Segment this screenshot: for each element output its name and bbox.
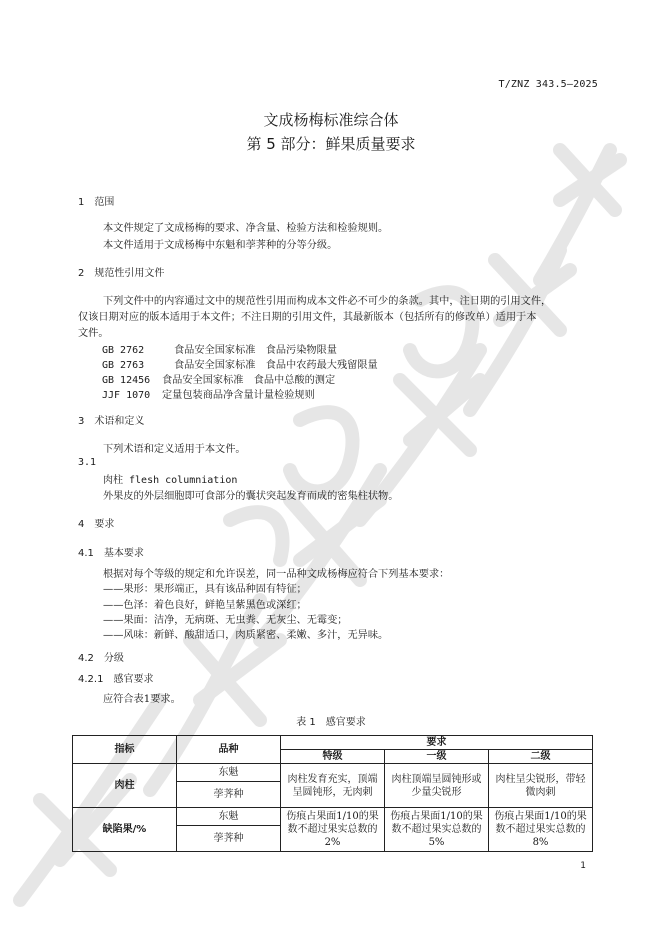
variety-cell: 东魁 <box>177 764 281 782</box>
basic-requirement-item: ——色泽：着色良好，鲜艳呈紫黑色或深红； <box>103 600 307 611</box>
reference-name: 定量包装商品净含量计量检验规则 <box>162 390 315 401</box>
table-row <box>73 764 593 782</box>
section-4-heading: 4 要求 <box>78 519 115 530</box>
section-2-para-line2: 仅该日期对应的版本适用于本文件；不注日期的引用文件，其最新版本（包括所有的修改单）适用于本 <box>78 312 537 323</box>
reference-code: GB 2762 <box>102 345 145 356</box>
document-title: 文成杨梅标准综合体 <box>263 111 399 129</box>
table-header-row <box>73 736 593 750</box>
page-number: 1 <box>580 861 586 871</box>
basic-requirement-item: ——风味：新鲜、酸甜适口，肉质紧密、柔嫩、多汁，无异味。 <box>103 630 389 641</box>
reference-name: 食品安全国家标准 食品中农药最大残留限量 <box>174 360 378 371</box>
grade-cell: 伤痕占果面1/10的果数不超过果实总数的8% <box>489 808 593 852</box>
term-number: 3.1 <box>78 457 97 468</box>
section-4-2-heading: 4.2 分级 <box>78 653 124 664</box>
document-subtitle: 第 5 部分：鲜果质量要求 <box>246 135 416 153</box>
row-label-flesh-column: 肉柱 <box>73 764 177 808</box>
term-title: 肉柱 flesh columniation <box>103 475 238 486</box>
table-row <box>73 808 593 826</box>
section-2-para-line1: 下列文件中的内容通过文中的规范性引用而构成本文件必不可少的条款。其中，注日期的引用文件， <box>103 296 552 307</box>
section-3-heading: 3 术语和定义 <box>78 416 145 427</box>
section-1-para-2: 本文件适用于文成杨梅中东魁和荸荠种的分等分级。 <box>103 240 338 251</box>
basic-requirement-item: ——果形：果形端正，具有该品种固有特征； <box>103 584 307 595</box>
sensory-requirements-table <box>72 735 593 852</box>
section-4-1-heading: 4.1 基本要求 <box>78 548 144 559</box>
section-2-para-line3: 文件。 <box>78 328 109 339</box>
section-1-para-1: 本文件规定了文成杨梅的要求、净含量、检验方法和检验规则。 <box>103 223 389 234</box>
reference-code: GB 2763 <box>102 360 145 371</box>
section-4-1-intro: 根据对每个等级的规定和允许误差，同一品种文成杨梅应符合下列基本要求： <box>103 569 450 580</box>
section-2-heading: 2 规范性引用文件 <box>78 268 165 279</box>
header-variety: 品种 <box>177 736 281 764</box>
header-grade-second: 二级 <box>489 750 593 764</box>
section-4-2-1-text: 应符合表1要求。 <box>103 694 181 705</box>
reference-code: GB 12456 <box>102 375 151 386</box>
header-requirement: 要求 <box>281 736 593 750</box>
variety-cell: 东魁 <box>177 808 281 826</box>
reference-name: 食品安全国家标准 食品污染物限量 <box>174 345 337 356</box>
variety-cell: 荸荠种 <box>177 826 281 852</box>
grade-cell: 伤痕占果面1/10的果数不超过果实总数的2% <box>281 808 385 852</box>
header-grade-first: 一级 <box>385 750 489 764</box>
grade-cell: 肉柱呈尖锐形，带轻微肉刺 <box>489 764 593 808</box>
table-caption: 表 1 感官要求 <box>296 717 366 728</box>
header-grade-special: 特级 <box>281 750 385 764</box>
reference-item <box>102 383 315 402</box>
term-definition: 外果皮的外层细胞即可食部分的囊状突起发育而成的密集柱状物。 <box>103 491 399 502</box>
grade-cell: 伤痕占果面1/10的果数不超过果实总数的5% <box>385 808 489 852</box>
variety-cell: 荸荠种 <box>177 782 281 808</box>
section-4-2-1-heading: 4.2.1 感官要求 <box>78 674 154 685</box>
grade-cell: 肉柱顶端呈圆钝形或少量尖锐形 <box>385 764 489 808</box>
section-3-intro: 下列术语和定义适用于本文件。 <box>103 444 246 455</box>
row-label-defective-fruit: 缺陷果/% <box>73 808 177 852</box>
standard-number: T/ZNZ 343.5—2025 <box>498 79 598 90</box>
section-1-heading: 1 范围 <box>78 197 115 208</box>
reference-code: JJF 1070 <box>102 390 151 401</box>
reference-name: 食品安全国家标准 食品中总酸的测定 <box>162 375 336 386</box>
basic-requirement-item: ——果面：洁净，无病斑、无虫粪、无灰尘、无霉变； <box>103 615 348 626</box>
header-index: 指标 <box>73 736 177 764</box>
grade-cell: 肉柱发育充实，顶端呈圆钝形，无肉刺 <box>281 764 385 808</box>
